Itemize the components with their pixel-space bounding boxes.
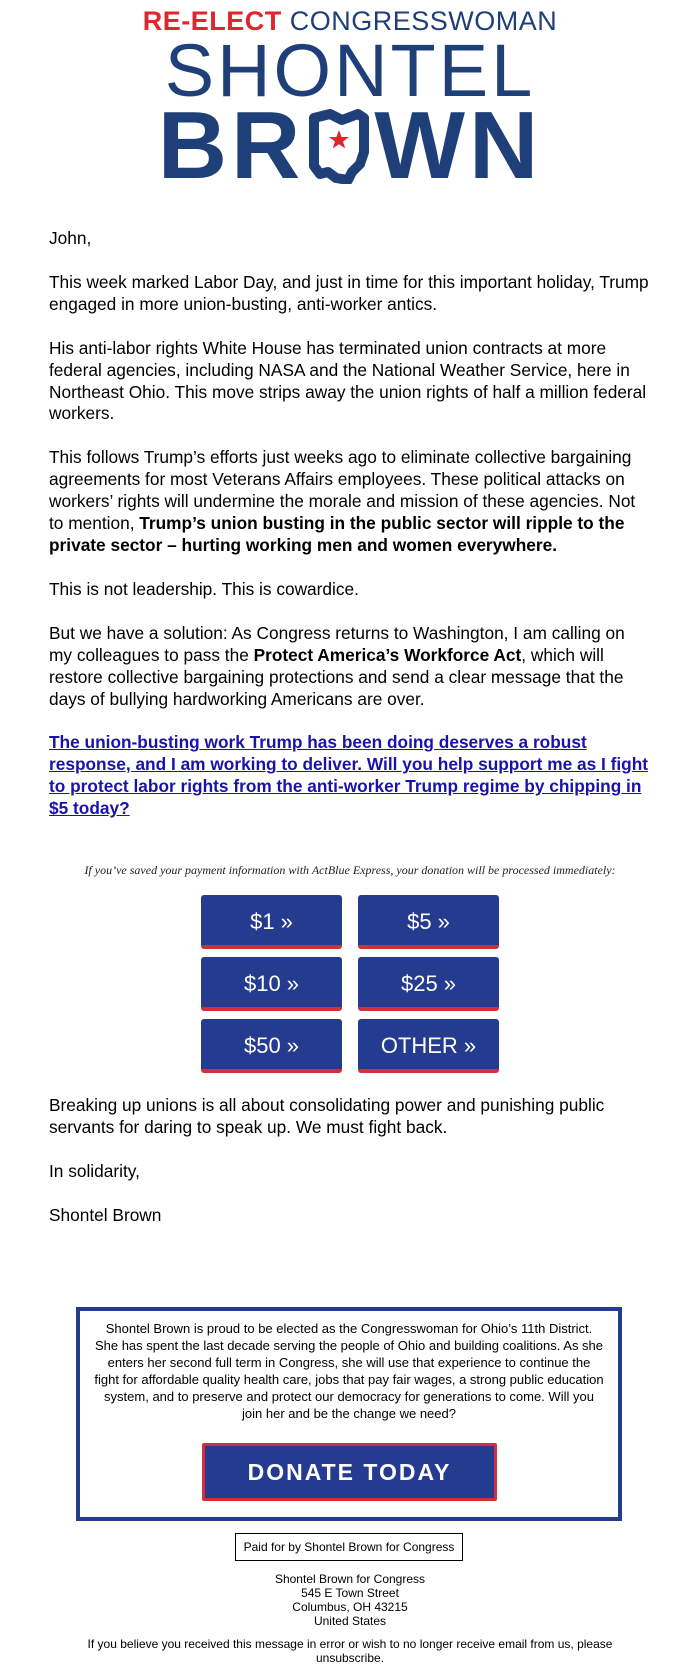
paragraph-veterans-bold: Trump’s union busting in the public sector will ripple to the private sector – hurting working men and women everywhere.: [49, 513, 625, 555]
logo-last-name-part2: WN: [374, 92, 543, 199]
paragraph-leadership: This is not leadership. This is cowardice.: [49, 578, 359, 599]
email-closing: [49, 1095, 651, 1249]
donate-10-button[interactable]: $10 »: [201, 957, 342, 1011]
paragraph-veterans-affairs: [49, 447, 651, 557]
bio-box: [76, 1307, 622, 1521]
candidate-bio: Shontel Brown is proud to be elected as the Congresswoman for Ohio’s 11th District. She has spent the last decade serving the people of Ohio and building coalitions. As she enters her second full term in Congress, she will use that experience to continue the fight for affordable quality health care, jobs that pay fair wages, a strong public education system, and to preserve and protect our democracy for generations to come. Will you join her and be the change we need?: [94, 1321, 604, 1421]
paragraph-solution: [49, 623, 651, 711]
ohio-state-star-icon: [308, 108, 370, 184]
email-body: [49, 228, 651, 842]
donate-50-button[interactable]: $50 »: [201, 1019, 342, 1073]
logo-reelect-text: RE-ELECT: [142, 6, 282, 36]
actblue-express-note: If you’ve saved your payment information with ActBlue Express, your donation will be processed immediately:: [84, 863, 616, 877]
paragraph-union-contracts: His anti-labor rights White House has terminated union contracts at more federal agencies, including NASA and the National Weather Service, here in Northeast Ohio. This move strips away the union rights of half a million federal workers.: [49, 337, 647, 424]
signoff: In solidarity,: [49, 1160, 140, 1181]
cta-paragraph: [49, 732, 651, 820]
paragraph-fight-back: Breaking up unions is all about consolidating power and punishing public servants for daring to speak up. We must fight back.: [49, 1095, 605, 1137]
paragraph-labor-day: This week marked Labor Day, and just in time for this important holiday, Trump engaged in more union-busting, anti-worker antics.: [49, 271, 649, 314]
logo-congresswoman-text: CONGRESSWOMAN: [289, 6, 558, 36]
mailing-address: [0, 1572, 700, 1628]
donate-other-button[interactable]: OTHER »: [358, 1019, 499, 1073]
paid-for-disclaimer: Paid for by Shontel Brown for Congress: [235, 1533, 463, 1561]
solution-text-b: , which will restore collective bargaining protections and send a clear message that the days of bullying hardworking Americans are over.: [49, 644, 624, 709]
donate-5-button[interactable]: $5 »: [358, 895, 499, 949]
address-line-city: Columbus, OH 43215: [292, 1600, 408, 1614]
solution-text-a: But we have a solution: As Congress returns to Washington, I am calling on my colleagues to pass the: [49, 622, 625, 665]
unsubscribe-text[interactable]: If you believe you received this message in error or wish to no longer receive email from us, please unsubscribe.: [87, 1637, 613, 1665]
address-line-country: United States: [313, 1614, 387, 1628]
donate-today-button[interactable]: DONATE TODAY: [202, 1443, 497, 1501]
address-line-street: 545 E Town Street: [301, 1586, 399, 1600]
signature-name: Shontel Brown: [49, 1204, 162, 1225]
greeting: John,: [49, 228, 92, 248]
logo-first-name: SHONTEL: [164, 29, 536, 112]
paragraph-veterans-text: This follows Trump’s efforts just weeks ago to eliminate collective bargaining agreements for most Veterans Affairs employees. These political attacks on workers’ rights will undermine the morale and mission of these agencies. Not to mention,: [49, 447, 636, 534]
logo-last-name-part1: BR: [157, 92, 305, 199]
address-line-org: Shontel Brown for Congress: [274, 1572, 426, 1586]
workforce-act-name: Protect America’s Workforce Act: [253, 644, 522, 665]
campaign-logo: [0, 6, 700, 199]
donate-cta-link[interactable]: The union-busting work Trump has been doing deserves a robust response, and I am working to deliver. Will you help support me as I fight to protect labor rights from the anti-worker Trump regime by chipping in $5 today?: [49, 732, 649, 819]
donate-25-button[interactable]: $25 »: [358, 957, 499, 1011]
donate-1-button[interactable]: $1 »: [201, 895, 342, 949]
logo-last-name: [157, 92, 543, 199]
